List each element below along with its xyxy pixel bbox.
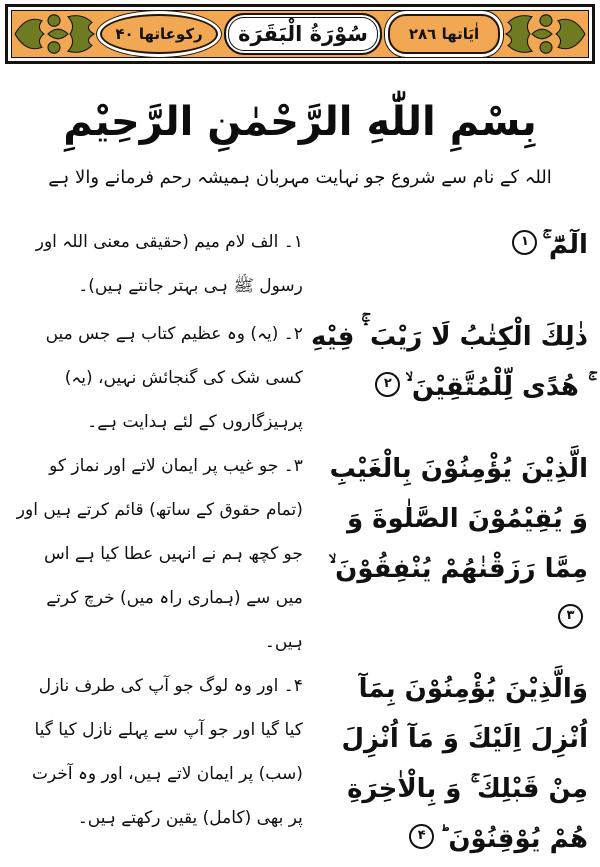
arabic-verse-2-text: ذٰلِكَ الْكِتٰبُ لَا رَيْبَ ۛۚ فِيْهِ ۚ هُدًى لِّلْمُتَّقِيْنَ ۙ — [311, 322, 588, 403]
arabic-verse-1-text: الٓمّٓ ۚ — [542, 230, 588, 261]
arabic-verse-4-text: وَالَّذِيْنَ يُؤْمِنُوْنَ بِمَآ اُنْزِلَ اِلَيْكَ وَ مَآ اُنْزِلَ مِنْ قَبْلِكَ ۚ وَ بِالْاٰخِرَةِ هُمْ يُوْقِنُوْنَ ؕ — [341, 674, 588, 855]
ayat-count-badge — [388, 14, 500, 54]
arabesque-ornament-left-icon — [12, 11, 98, 57]
ayat-count-label: اٰيَاتها ٢٨٦ — [408, 25, 480, 43]
verse-row-4 — [6, 664, 592, 864]
bismillah-urdu-translation: اللہ کے نام سے شروع جو نہایت مہربان ہمیشہ رحم فرمانے والا ہے — [48, 167, 552, 188]
arabic-verse-3 — [305, 444, 592, 644]
bismillah-calligraphy: بِسْمِ اللّٰهِ الرَّحْمٰنِ الرَّحِيْمِ — [63, 99, 537, 145]
surah-header-band — [5, 4, 595, 64]
urdu-translation-4: ۴۔ اور وہ لوگ جو آپ کی طرف نازل کیا گیا اور جو آپ سے پہلے نازل کیا گیا (سب) پر ایمان لاتے ہیں، اور وہ آخرت پر بھی (کامل) یقین رکھتے ہیں۔ — [31, 676, 303, 829]
verse-number-circle-4: ۴ — [409, 824, 434, 849]
verse-number-circle-1: ۱ — [512, 230, 537, 255]
verse-row-3 — [6, 444, 592, 664]
surah-title: سُوْرَةُ الْبَقَرَة — [238, 22, 368, 46]
arabic-verse-1 — [305, 220, 592, 270]
arabic-verse-4 — [305, 664, 592, 864]
urdu-translation-2: ۲۔ (یہ) وہ عظیم کتاب ہے جس میں کسی شک کی گنجائش نہیں، (یہ) پرہیزگاروں کے لئے ہدایت ہے۔ — [45, 324, 303, 433]
surah-header-inner — [11, 10, 589, 58]
verse-row-2 — [6, 312, 592, 444]
verse-number-circle-3: ۳ — [558, 604, 583, 629]
quran-page — [0, 4, 600, 867]
arabic-verse-3-text: الَّذِيْنَ يُؤْمِنُوْنَ بِالْغَيْبِ وَ يُقِيْمُوْنَ الصَّلٰوةَ وَ مِمَّا رَزَقْنٰهُمْ يُنْفِقُوْنَ ۙ — [328, 454, 588, 585]
surah-title-cartouche — [224, 13, 382, 55]
verses-section — [0, 220, 600, 864]
rukuat-count-badge — [100, 14, 218, 54]
rukuat-count-label: رکوعاتها ۴۰ — [115, 25, 203, 43]
arabesque-ornament-right-icon — [502, 11, 588, 57]
verse-number-circle-2: ۲ — [375, 372, 400, 397]
urdu-translation-3: ۳۔ جو غیب پر ایمان لاتے اور نماز کو (تمام حقوق کے ساتھ) قائم کرتے ہیں اور جو کچھ ہم نے انہیں عطا کیا ہے اس میں سے (ہماری راہ میں) خرچ کرتے ہیں۔ — [16, 456, 303, 653]
urdu-translation-1: ۱۔ الف لام میم (حقیقی معنی اللہ اور رسول ﷺ ہی بہتر جانتے ہیں)۔ — [35, 232, 303, 297]
arabic-verse-2 — [305, 312, 592, 412]
verse-row-1 — [6, 220, 592, 312]
